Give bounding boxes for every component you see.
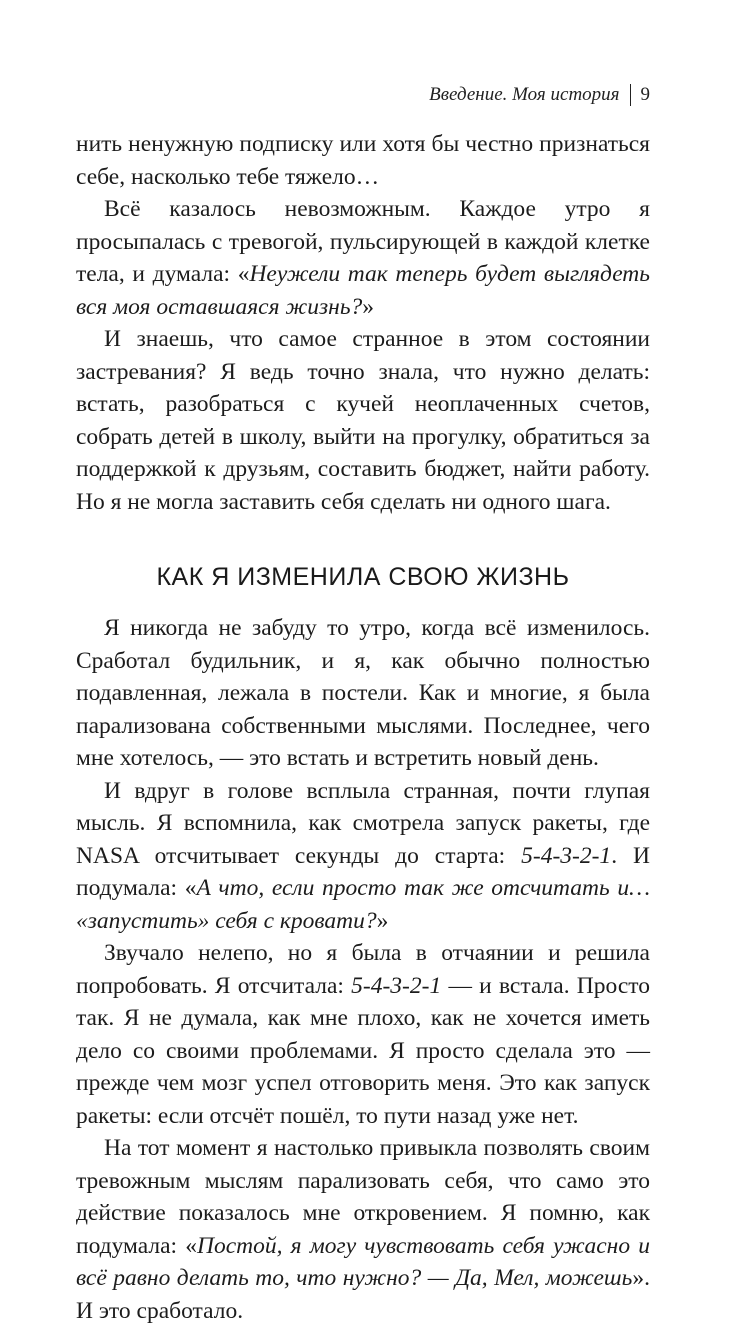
section-heading: КАК Я ИЗМЕНИЛА СВОЮ ЖИЗНЬ — [156, 563, 570, 591]
paragraph-5-quote: А что, если просто так же отсчитать и… «запустить» себя с кровати? — [76, 875, 650, 934]
paragraph-7 — [76, 1132, 650, 1327]
page-body — [76, 128, 650, 1327]
paragraph-5-text-c: » — [376, 907, 389, 934]
paragraph-6-text-a: Звучало нелепо, но я была в отчаянии и решила попробовать. Я отсчитала: — [76, 940, 650, 999]
paragraph-2-text-b: » — [362, 293, 375, 320]
paragraph-7-quote: Постой, я могу чувствовать себя ужасно и всё равно делать то, что нужно? — Да, Мел, можешь — [76, 1232, 650, 1291]
paragraph-7-text-a: На тот момент я настолько привыкла позволять своим тревожным мыслям парализовать себя, что само это действие показалось мне откровением. Я помню, как подумала: « — [76, 1135, 650, 1259]
paragraph-6-countdown: 5-4-3-2-1 — [351, 972, 442, 999]
paragraph-5 — [76, 775, 650, 938]
paragraph-6-text-b: — и встала. Просто так. Я не думала, как мне плохо, как не хочется иметь дело со своими проблемами. Я просто сделала это — прежде чем мозг успел отговорить меня. Это как запуск ракеты: если отсчёт пошёл, то пути назад уже нет. — [76, 972, 650, 1129]
paragraph-5-countdown: 5-4-3-2-1 — [521, 842, 612, 869]
paragraph-2-quote: Неужели так теперь будет выглядеть вся моя оставшаяся жизнь? — [76, 261, 650, 320]
paragraph-6 — [76, 937, 650, 1132]
paragraph-1: нить ненужную подписку или хотя бы честно признаться себе, насколько тебе тяжело… — [76, 131, 650, 190]
chapter-title: Введение. Моя история — [429, 84, 620, 105]
paragraph-2-text-a: Всё казалось невозможным. Каждое утро я просыпалась с тревогой, пульсирующей в каждой клетке тела, и думала: « — [76, 196, 650, 287]
running-head — [429, 84, 650, 106]
header-divider — [630, 84, 631, 106]
paragraph-7-text-b: ». И это сработало. — [76, 1265, 650, 1324]
paragraph-3: И знаешь, что самое странное в этом состоянии застревания? Я ведь точно знала, что нужно делать: встать, разобраться с кучей неоплаченных счетов, собрать детей в школу, выйти на прогулку, обратиться за поддержкой к друзьям, составить бюджет, найти работу. Но я не могла заставить себя сделать ни одного шага. — [76, 326, 650, 515]
paragraph-5-text-a: И вдруг в голове всплыла странная, почти глупая мысль. Я вспомнила, как смотрела запуск ракеты, где NASA отсчитывает секунды до старта: — [76, 777, 650, 869]
paragraph-2 — [76, 193, 650, 323]
paragraph-4: Я никогда не забуду то утро, когда всё изменилось. Сработал будильник, и я, как обычно полностью подавленная, лежала в постели. Как и многие, я была парализована собственными мыслями. Последнее, чего мне хотелось, — это встать и встретить новый день. — [76, 615, 650, 771]
page-number: 9 — [640, 84, 650, 105]
paragraph-5-text-b: . И подумала: « — [76, 842, 650, 901]
